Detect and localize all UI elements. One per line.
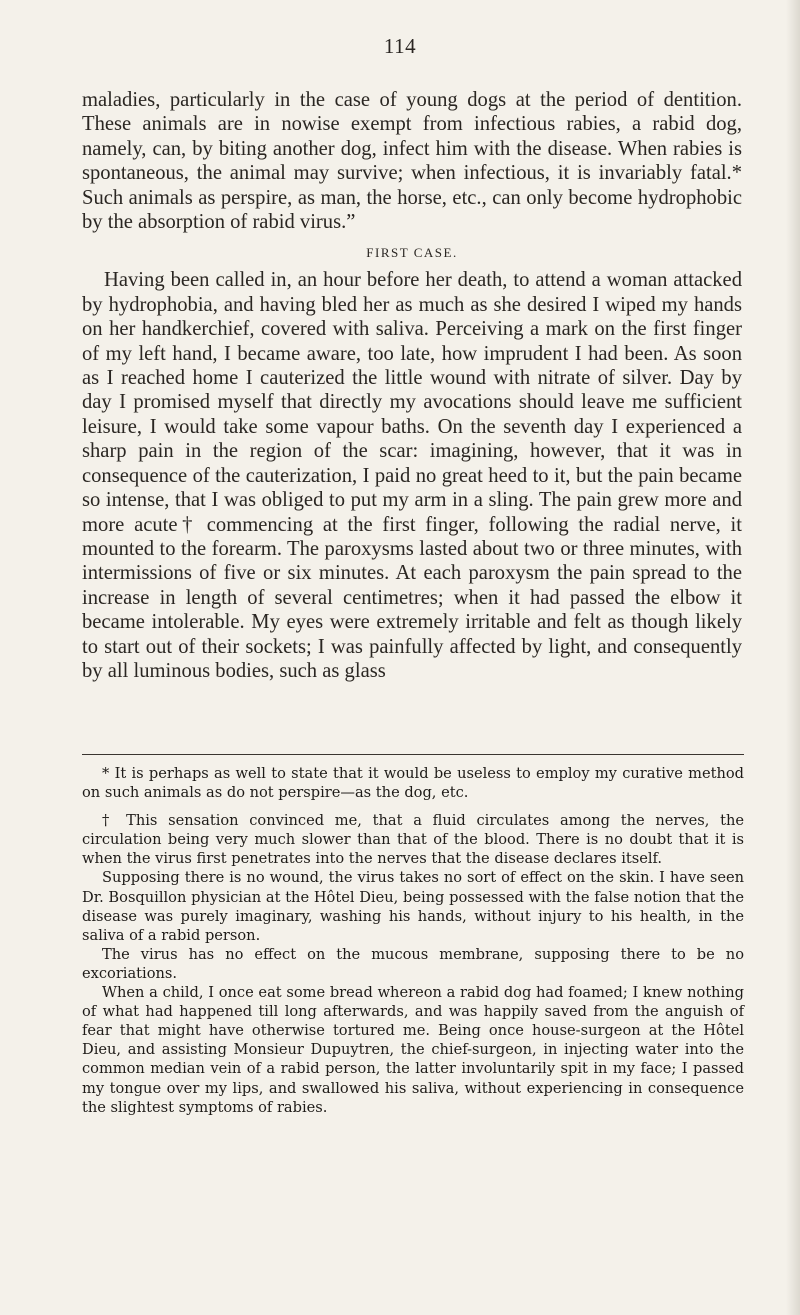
- page-edge-shadow: [786, 0, 800, 1315]
- footnote-paragraph: Supposing there is no wound, the virus takes no sort of effect on the skin. I have seen Dr. Bosquillon physician at the Hôtel Dieu, being possessed with the false notion that the disease was purely imaginary, washing his hands, without injury to his health, in the saliva of a rabid person.: [82, 869, 744, 944]
- footnote-divider: [82, 754, 744, 755]
- footnote-paragraph: When a child, I once eat some bread whereon a rabid dog had foamed; I knew nothing of what had happened till long afterwards, and was happily saved from the anguish of fear that might have otherwise tortured me. Being once house-surgeon at the Hôtel Dieu, and assisting Monsieur Dupuytren, the chief-surgeon, in injecting water into the common median vein of a rabid person, the latter involuntarily spit in my face; I passed my tongue over my lips, and swallowed his saliva, without experiencing in consequence the slightest symptoms of rabies.: [82, 984, 744, 1116]
- section-heading: FIRST CASE.: [366, 245, 458, 261]
- footnote: * It is perhaps as well to state that it would be useless to employ my curative method on such animals as do not perspire—as the dog, etc.: [82, 765, 744, 802]
- footnote: † This sensation convinced me, that a fluid circulates among the nerves, the circulation being very much slower than that of the blood. There is no doubt that it is when the virus first penetrates into the nerves that the disease declares itself.: [82, 812, 744, 868]
- paragraph: Having been called in, an hour before her death, to attend a woman attacked by hydrophobia, and having bled her as much as she desired I wiped my hands on her handkerchief, covered with saliva. Perceiving a mark on the first finger of my left hand, I became aware, too late, how imprudent I had been. As soon as I reached home I cauterized the little wound with nitrate of silver. Day by day I promised myself that directly my avocations should leave me sufficient leisure, I would take some vapour baths. On the seventh day I experienced a sharp pain in the region of the scar: imagining, however, that it was in consequence of the cauterization, I paid no great heed to it, but the pain became so intense, that I was obliged to put my arm in a sling. The pain grew more and more acute† commencing at the first finger, following the radial nerve, it mounted to the forearm. The paroxysms lasted about two or three minutes, with intermissions of five or six minutes. At each paroxysm the pain spread to the increase in length of several centimetres; when it had passed the elbow it became intolerable. My eyes were extremely irritable and felt as though likely to start out of their sockets; I was painfully affected by light, and consequently by all luminous bodies, such as glass: [82, 269, 742, 682]
- footnote-paragraph: The virus has no effect on the mucous membrane, supposing there to be no excoriations.: [82, 945, 744, 982]
- footnotes: [82, 764, 744, 1117]
- paragraph: maladies, particularly in the case of young dogs at the period of dentition. These animals are in nowise exempt from infectious rabies, a rabid dog, namely, can, by biting another dog, infect him with the disease. When rabies is spontaneous, the animal may survive; when infectious, it is invariably fatal.* Such animals as perspire, as man, the horse, etc., can only become hydrophobic by the absorption of rabid virus.”: [82, 89, 742, 234]
- main-text: [82, 88, 742, 683]
- page-number: 114: [383, 34, 417, 58]
